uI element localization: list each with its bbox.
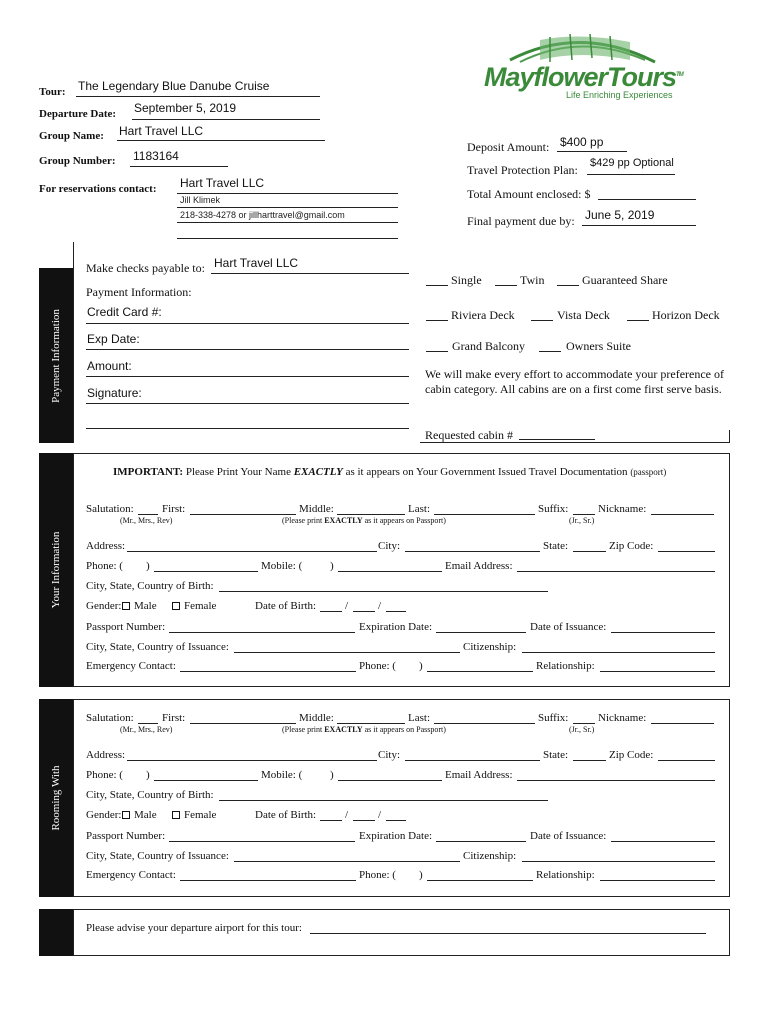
rm-passport-field[interactable] [169, 841, 355, 842]
relationship-field[interactable] [600, 671, 715, 672]
brand-mayflower: Mayflower [484, 62, 608, 92]
cabin-horizon[interactable]: Horizon Deck [652, 308, 720, 322]
checks-value[interactable]: Hart Travel LLC [214, 256, 299, 270]
mobile-field[interactable] [338, 571, 442, 572]
rm-name-hint-b: as it appears on Passport) [364, 725, 446, 734]
signature-label: Signature: [87, 386, 142, 400]
credit-card-label: Credit Card #: [87, 305, 162, 319]
birth-place-field[interactable] [219, 591, 548, 592]
rm-middle-field[interactable] [337, 723, 405, 724]
checks-label: Make checks payable to: [86, 261, 205, 275]
rm-suffix-field[interactable] [573, 723, 595, 724]
cabin-guaranteed[interactable]: Guaranteed Share [582, 273, 668, 287]
rm-zip-label: Zip Code: [609, 749, 654, 761]
rm-first-field[interactable] [190, 723, 296, 724]
female-label: Female [184, 600, 217, 612]
rm-citizenship-field[interactable] [522, 861, 715, 862]
dob-slash-1: / [345, 600, 349, 612]
rm-dob-day[interactable] [353, 820, 375, 821]
payment-sidebar-label: Payment Information [50, 308, 62, 403]
rm-emergency-phone-label: Phone: ( [359, 869, 396, 881]
phone-label: Phone: ( [86, 560, 123, 572]
emergency-phone-label: Phone: ( [359, 660, 396, 672]
rm-birth-place-field[interactable] [219, 800, 548, 801]
male-label: Male [134, 600, 157, 612]
rm-phone-paren: ) [146, 769, 150, 781]
rm-name-hint [282, 725, 446, 734]
email-field[interactable] [517, 571, 715, 572]
payment-info-label: Payment Information: [86, 285, 192, 299]
suffix-field[interactable] [573, 514, 595, 515]
rm-issuance-place-field[interactable] [234, 861, 460, 862]
expiration-label: Expiration Date: [359, 621, 433, 633]
salutation-field[interactable] [138, 514, 158, 515]
contact-info[interactable]: 218-338-4278 or jillharttravel@gmail.com [180, 210, 345, 220]
rm-female-label: Female [184, 809, 217, 821]
dob-label: Date of Birth: [255, 600, 317, 612]
rm-mobile-label: Mobile: ( [261, 769, 303, 781]
exp-date-label: Exp Date: [87, 332, 140, 346]
address-label: Address: [86, 540, 126, 552]
rm-last-label: Last: [408, 712, 430, 724]
airport-sidebar [39, 909, 73, 956]
rm-middle-label: Middle: [299, 712, 334, 724]
rm-expiration-label: Expiration Date: [359, 830, 433, 842]
requested-cabin-label: Requested cabin # [425, 428, 513, 442]
female-option[interactable] [172, 600, 216, 612]
suffix-hint: (Jr., Sr.) [569, 516, 595, 525]
tour-value[interactable]: The Legendary Blue Danube Cruise [78, 79, 270, 93]
rooming-sidebar [39, 699, 73, 897]
group-number-value[interactable]: 1183164 [133, 149, 179, 163]
rm-emergency-field[interactable] [180, 880, 356, 881]
last-label: Last: [408, 503, 430, 515]
emergency-field[interactable] [180, 671, 356, 672]
name-hint [282, 516, 446, 525]
rm-female-checkbox[interactable] [172, 811, 180, 819]
phone-paren: ) [146, 560, 150, 572]
mobile-paren: ) [330, 560, 334, 572]
rm-female-option[interactable] [172, 809, 216, 821]
exp-date-field[interactable] [86, 349, 409, 350]
emergency-phone-field[interactable] [427, 671, 533, 672]
rm-phone-label: Phone: ( [86, 769, 123, 781]
rm-email-label: Email Address: [445, 769, 513, 781]
cabin-single[interactable]: Single [451, 273, 482, 287]
departure-label: Departure Date: [39, 108, 117, 120]
rm-zip-field[interactable] [658, 760, 715, 761]
name-hint-a: (Please print [282, 516, 323, 525]
gender-label: Gender: [86, 600, 122, 612]
important-text-a: Please Print Your Name [185, 466, 291, 478]
logo-tagline: Life Enriching Experiences [566, 90, 673, 100]
relationship-label: Relationship: [536, 660, 595, 672]
emergency-phone-paren: ) [419, 660, 423, 672]
city-label: City: [378, 540, 401, 552]
state-label: State: [543, 540, 569, 552]
mobile-label: Mobile: ( [261, 560, 303, 572]
birth-place-label: City, State, Country of Birth: [86, 580, 214, 592]
rm-phone-field[interactable] [154, 780, 258, 781]
contact-person[interactable]: Jill Klimek [180, 195, 221, 205]
cabin-owners[interactable]: Owners Suite [566, 339, 631, 353]
male-option[interactable] [122, 600, 157, 612]
cabin-grand[interactable]: Grand Balcony [452, 339, 525, 353]
rm-expiration-field[interactable] [436, 841, 526, 842]
female-checkbox[interactable] [172, 602, 180, 610]
citizenship-label: Citizenship: [463, 641, 517, 653]
first-label: First: [162, 503, 186, 515]
rm-suffix-label: Suffix: [538, 712, 569, 724]
important-bold: IMPORTANT: [113, 466, 184, 478]
rm-male-checkbox[interactable] [122, 811, 130, 819]
cabin-riviera[interactable]: Riviera Deck [451, 308, 515, 322]
protection-label: Travel Protection Plan: [467, 163, 578, 177]
middle-field[interactable] [337, 514, 405, 515]
issuance-date-field[interactable] [611, 632, 715, 633]
payment-sidebar [39, 268, 73, 443]
rm-state-label: State: [543, 749, 569, 761]
rm-issuance-date-field[interactable] [611, 841, 715, 842]
phone-field[interactable] [154, 571, 258, 572]
airport-label: Please advise your departure airport for this tour: [86, 922, 302, 934]
rm-dob-slash-2: / [378, 809, 382, 821]
rm-gender-label: Gender: [86, 809, 122, 821]
rm-address-label: Address: [86, 749, 126, 761]
rm-male-option[interactable] [122, 809, 157, 821]
rm-dob-label: Date of Birth: [255, 809, 317, 821]
signature-field[interactable] [86, 403, 409, 404]
rm-name-hint-exactly: EXACTLY [324, 725, 363, 734]
important-notice [113, 466, 666, 478]
rm-birth-place-label: City, State, Country of Birth: [86, 789, 214, 801]
rm-salutation-hint: (Mr., Mrs., Rev) [120, 725, 173, 734]
rm-name-hint-a: (Please print [282, 725, 323, 734]
rm-issuance-place-label: City, State, Country of Issuance: [86, 850, 229, 862]
protection-value[interactable]: $429 pp Optional [590, 157, 674, 169]
first-field[interactable] [190, 514, 296, 515]
rm-dob-month[interactable] [320, 820, 342, 821]
suffix-label: Suffix: [538, 503, 569, 515]
rm-first-label: First: [162, 712, 186, 724]
rm-male-label: Male [134, 809, 157, 821]
logo [480, 32, 683, 102]
group-name-label: Group Name: [39, 130, 104, 142]
rm-passport-label: Passport Number: [86, 830, 166, 842]
dob-day[interactable] [353, 611, 375, 612]
zip-label: Zip Code: [609, 540, 654, 552]
rm-city-field[interactable] [405, 760, 540, 761]
rm-salutation-label: Salutation: [86, 712, 134, 724]
rm-mobile-field[interactable] [338, 780, 442, 781]
expiration-field[interactable] [436, 632, 526, 633]
deposit-value[interactable]: $400 pp [560, 135, 604, 149]
nickname-field[interactable] [651, 514, 714, 515]
passport-field[interactable] [169, 632, 355, 633]
rm-state-field[interactable] [573, 760, 606, 761]
email-label: Email Address: [445, 560, 513, 572]
departure-value[interactable]: September 5, 2019 [134, 101, 237, 115]
issuance-date-label: Date of Issuance: [530, 621, 607, 633]
contact-value[interactable]: Hart Travel LLC [180, 176, 265, 190]
tour-label: Tour: [39, 86, 66, 98]
important-text-b: as it appears on Your Government Issued Travel Documentation [345, 466, 628, 478]
rm-issuance-date-label: Date of Issuance: [530, 830, 607, 842]
issuance-place-label: City, State, Country of Issuance: [86, 641, 229, 653]
rm-dob-year[interactable] [386, 820, 406, 821]
rm-mobile-paren: ) [330, 769, 334, 781]
last-field[interactable] [434, 514, 535, 515]
deposit-label: Deposit Amount: [467, 140, 550, 154]
your-info-sidebar-label: Your Information [50, 531, 62, 609]
trademark: TM [676, 72, 683, 78]
total-label: Total Amount enclosed: $ [467, 187, 591, 201]
rm-suffix-hint: (Jr., Sr.) [569, 725, 595, 734]
rm-relationship-label: Relationship: [536, 869, 595, 881]
your-info-sidebar [39, 453, 73, 687]
nickname-label: Nickname: [598, 503, 647, 515]
state-field[interactable] [573, 551, 606, 552]
group-number-label: Group Number: [39, 155, 116, 167]
rm-emergency-phone-paren: ) [419, 869, 423, 881]
dob-month[interactable] [320, 611, 342, 612]
amount-label: Amount: [87, 359, 132, 373]
important-passport: (passport) [630, 467, 667, 477]
middle-label: Middle: [299, 503, 334, 515]
rm-emergency-label: Emergency Contact: [86, 869, 176, 881]
rm-city-label: City: [378, 749, 401, 761]
airport-field[interactable] [310, 933, 706, 934]
requested-cabin-field[interactable] [519, 439, 595, 440]
rm-nickname-field[interactable] [651, 723, 714, 724]
address-field[interactable] [127, 551, 377, 552]
important-exactly: EXACTLY [293, 466, 343, 478]
cabin-twin[interactable]: Twin [520, 273, 545, 287]
citizenship-field[interactable] [522, 652, 715, 653]
dob-slash-2: / [378, 600, 382, 612]
rm-last-field[interactable] [434, 723, 535, 724]
rm-email-field[interactable] [517, 780, 715, 781]
name-hint-b: as it appears on Passport) [364, 516, 446, 525]
rm-emergency-phone-field[interactable] [427, 880, 533, 881]
dob-year[interactable] [386, 611, 406, 612]
contact-label: For reservations contact: [39, 183, 157, 195]
passport-label: Passport Number: [86, 621, 166, 633]
rm-salutation-field[interactable] [138, 723, 158, 724]
name-hint-exactly: EXACTLY [324, 516, 363, 525]
credit-card-field[interactable] [86, 323, 409, 324]
male-checkbox[interactable] [122, 602, 130, 610]
salutation-label: Salutation: [86, 503, 134, 515]
issuance-place-field[interactable] [234, 652, 460, 653]
rooming-sidebar-label: Rooming With [50, 765, 62, 831]
cabin-vista[interactable]: Vista Deck [557, 308, 610, 322]
group-name-value[interactable]: Hart Travel LLC [119, 124, 204, 138]
final-value[interactable]: June 5, 2019 [585, 208, 655, 222]
rm-relationship-field[interactable] [600, 880, 715, 881]
salutation-hint: (Mr., Mrs., Rev) [120, 516, 173, 525]
zip-field[interactable] [658, 551, 715, 552]
cabin-note: We will make every effort to accommodate your preference of cabin category. All cabins are on a first come first serve basis. [425, 367, 725, 396]
emergency-label: Emergency Contact: [86, 660, 176, 672]
rm-nickname-label: Nickname: [598, 712, 647, 724]
city-field[interactable] [405, 551, 540, 552]
rm-address-field[interactable] [127, 760, 377, 761]
amount-field[interactable] [86, 376, 409, 377]
rm-dob-slash-1: / [345, 809, 349, 821]
rm-citizenship-label: Citizenship: [463, 850, 517, 862]
final-label: Final payment due by: [467, 214, 575, 228]
brand-tours: Tours [607, 62, 677, 92]
